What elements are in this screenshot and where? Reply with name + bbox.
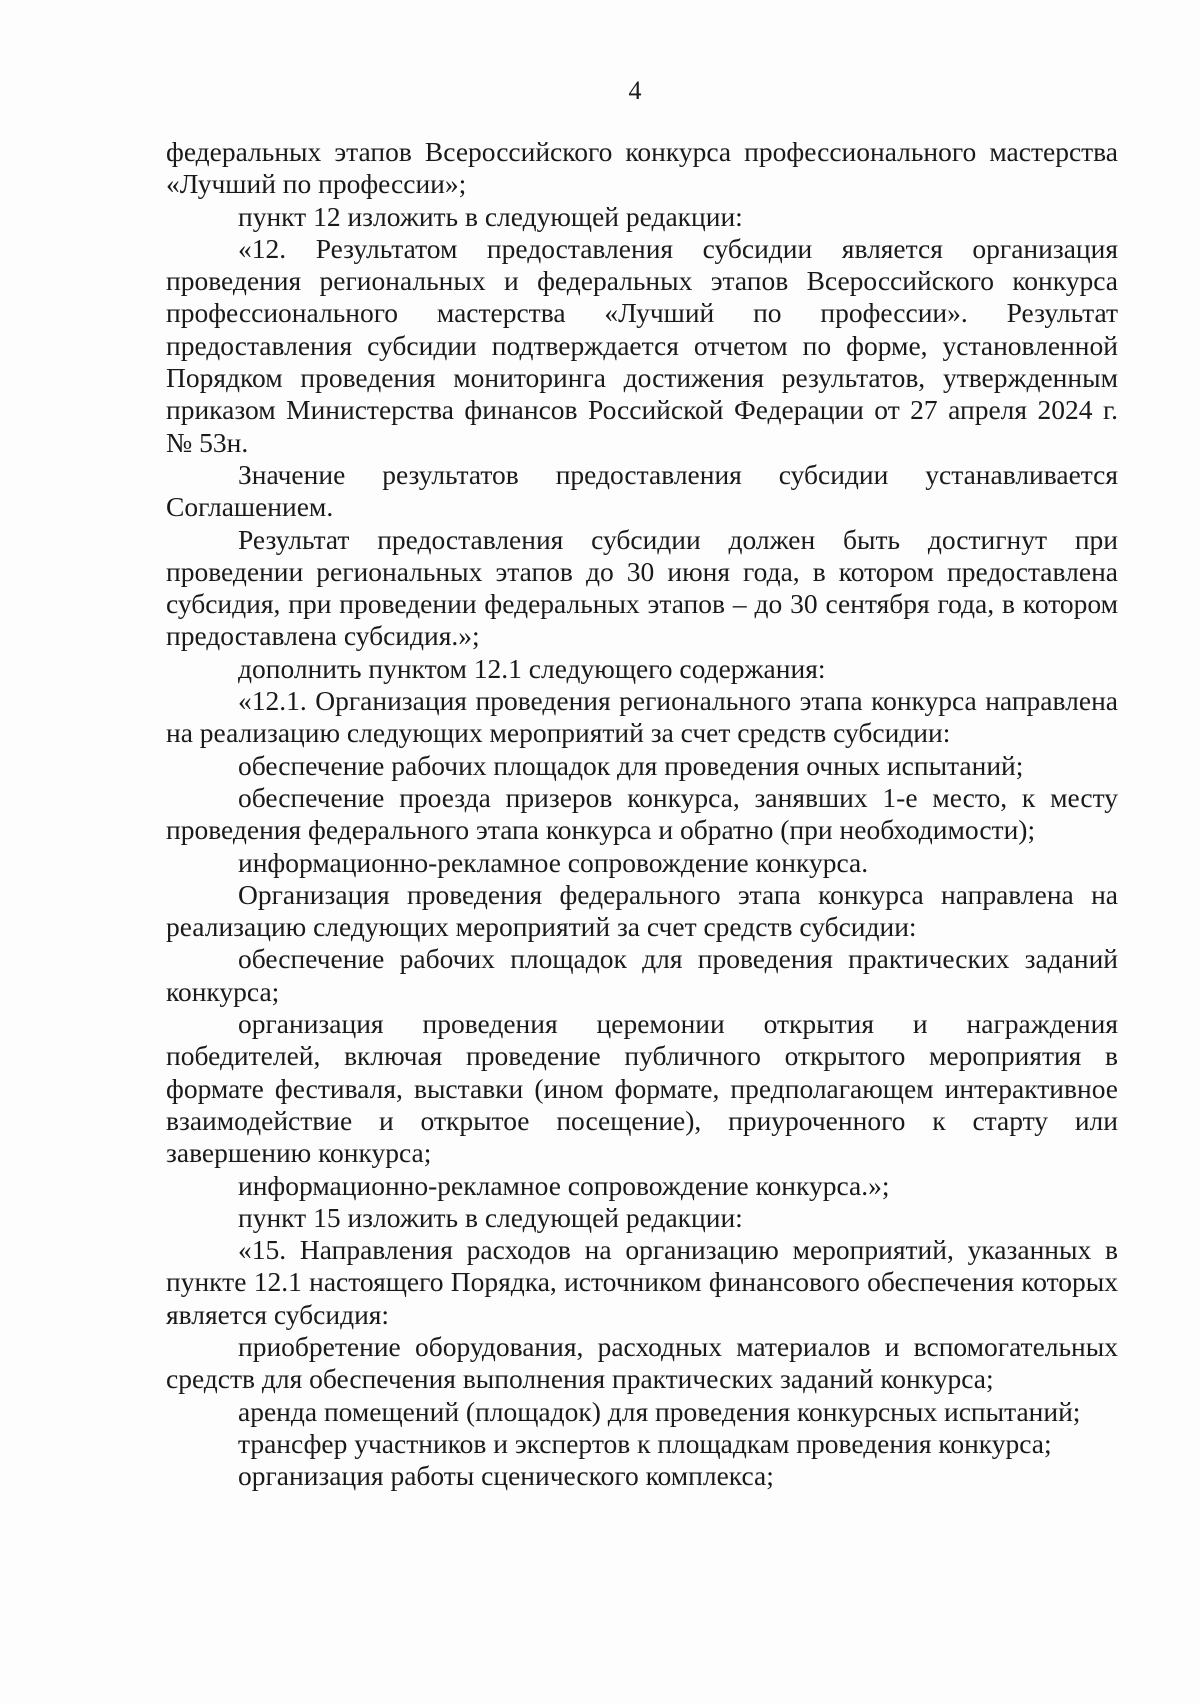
page-number: 4 [628, 76, 642, 105]
paragraph: Организация проведения федерального этапа конкурса направлена на реализацию следующих мероприятий за счет средств субсидии: [166, 878, 1118, 943]
paragraph: федеральных этапов Всероссийского конкурса профессионального мастерства «Лучший по профессии»; [166, 136, 1118, 200]
paragraph: обеспечение рабочих площадок для проведения практических заданий конкурса; [166, 943, 1118, 1007]
paragraph: информационно-рекламное сопровождение конкурса.»; [238, 1169, 890, 1201]
paragraph: обеспечение рабочих площадок для проведения очных испытаний; [238, 749, 1024, 781]
paragraph: пункт 15 изложить в следующей редакции: [238, 1201, 743, 1233]
paragraph: «12. Результатом предоставления субсидии является организация проведения региональных и федеральных этапов Всероссийского конкурса профессионального мастерства «Лучший по профессии». Результат предоставления субсидии подтверждается отчетом по форме, установленной Порядком проведения мониторинга достижения результатов, утвержденным приказом Министерства финансов Российской Федерации от 27 апреля 2024 г. № 53н. [166, 232, 1118, 458]
paragraph: приобретение оборудования, расходных материалов и вспомогательных средств для обеспечения выполнения практических заданий конкурса; [166, 1330, 1118, 1395]
paragraph: Значение результатов предоставления субсидии устанавливается Соглашением. [166, 458, 1118, 523]
paragraph: организация проведения церемонии открытия и награждения победителей, включая проведение публичного открытого мероприятия в формате фестиваля, выставки (ином формате, предполагающем интерактивное взаимодействие и открытое посещение), приуроченного к старту или завершению конкурса; [166, 1008, 1118, 1169]
paragraph: обеспечение проезда призеров конкурса, занявших 1-е место, к месту проведения федерального этапа конкурса и обратно (при необходимости); [166, 781, 1118, 846]
paragraph: организация работы сценического комплекса; [238, 1460, 774, 1492]
paragraph: дополнить пунктом 12.1 следующего содержания: [238, 652, 826, 684]
paragraph: «12.1. Организация проведения регионального этапа конкурса направлена на реализацию следующих мероприятий за счет средств субсидии: [166, 685, 1118, 749]
paragraph: Результат предоставления субсидии должен быть достигнут при проведении региональных этапов до 30 июня года, в котором предоставлена субсидия, при проведении федеральных этапов – до 30 сентября года, в котором предоставлена субсидия.»; [166, 523, 1118, 652]
document-body [166, 136, 1118, 1492]
paragraph: «15. Направления расходов на организацию мероприятий, указанных в пункте 12.1 настоящего Порядка, источником финансового обеспечения которых является субсидия: [166, 1234, 1118, 1330]
paragraph: трансфер участников и экспертов к площадкам проведения конкурса; [238, 1427, 1052, 1459]
paragraph: аренда помещений (площадок) для проведения конкурсных испытаний; [238, 1395, 1081, 1427]
paragraph: информационно-рекламное сопровождение конкурса. [238, 846, 869, 878]
paragraph: пункт 12 изложить в следующей редакции: [238, 200, 743, 232]
